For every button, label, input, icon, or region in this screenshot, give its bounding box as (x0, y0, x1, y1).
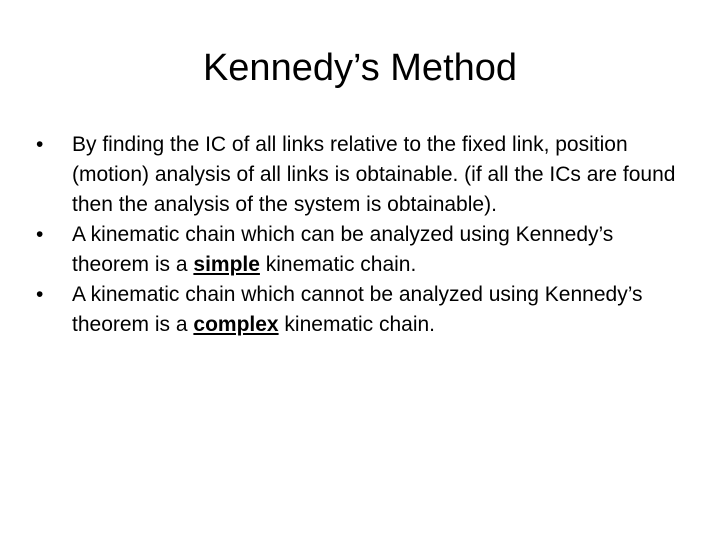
bullet-dot-icon: • (36, 283, 44, 306)
bullet-text-end: kinematic chain. (259, 253, 417, 276)
bullet-text-end: kinematic chain. (278, 313, 435, 336)
bullet-text: By finding the IC of all links relative to the fixed link, position (motion) analysis of all links is obtainable. (if all the ICs are found then the analysis of the system is obtainable). (72, 133, 676, 216)
bullet-text-start: A kinematic chain which cannot be analyzed using Kennedy’s theorem is a (72, 283, 643, 336)
bullet-item-simple-chain (36, 220, 686, 280)
bullet-text-start: A kinematic chain which can be analyzed using Kennedy’s theorem is a (72, 223, 614, 276)
bullet-item-ic-analysis (36, 130, 686, 220)
simple-emphasis: simple (193, 253, 260, 276)
bullet-dot-icon: • (36, 223, 44, 246)
bullet-list (36, 130, 686, 340)
slide-title: Kennedy’s Method (202, 47, 518, 89)
complex-emphasis: complex (193, 313, 279, 336)
bullet-item-complex-chain (36, 280, 686, 340)
bullet-dot-icon: • (36, 133, 44, 156)
